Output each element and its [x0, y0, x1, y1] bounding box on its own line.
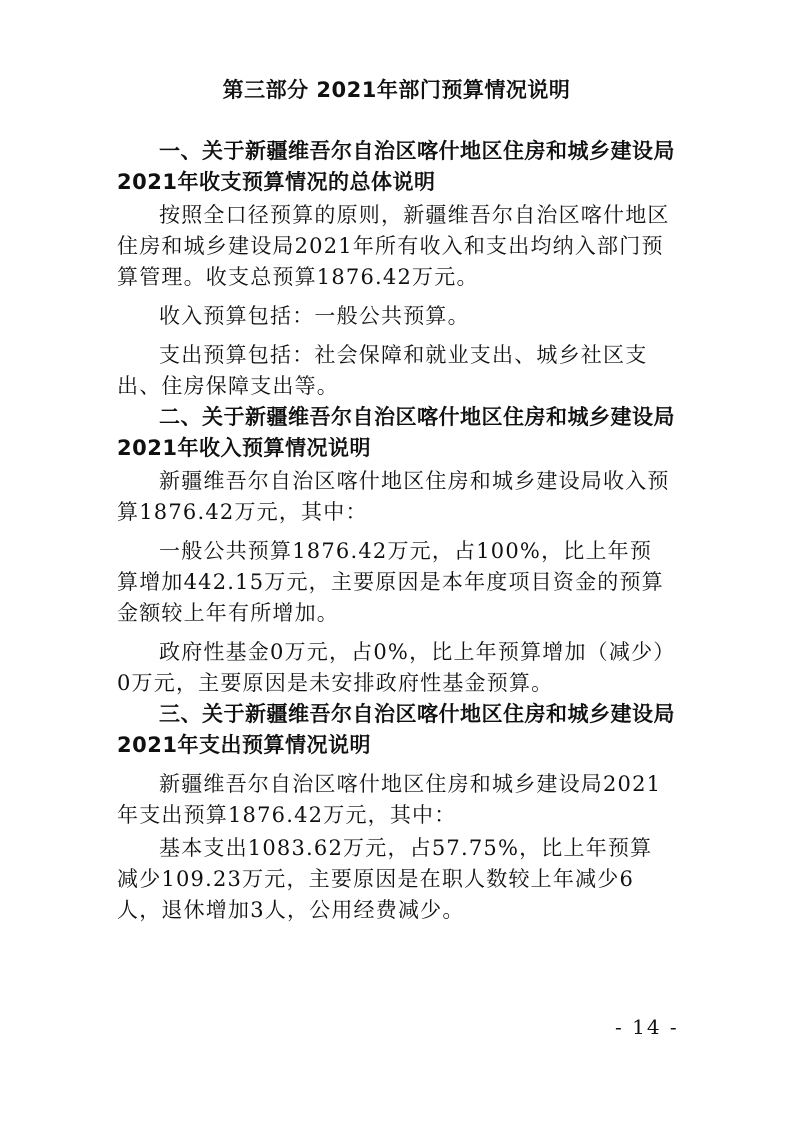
section-heading-line1: 一、关于新疆维吾尔自治区喀什地区住房和城乡建设局 — [159, 139, 675, 163]
section-heading-line1: 二、关于新疆维吾尔自治区喀什地区住房和城乡建设局 — [159, 405, 675, 429]
section-heading-overall — [117, 136, 674, 198]
paragraph: 新疆维吾尔自治区喀什地区住房和城乡建设局2021年支出预算1876.42万元，其中： — [117, 772, 662, 827]
paragraph: 基本支出1083.62万元，占57.75%，比上年预算减少109.23万元，主要原因是在职人数较上年减少6人，退休增加3人，公用经费减少。 — [117, 836, 653, 922]
section-heading-line2: 2021年支出预算情况说明 — [117, 733, 371, 757]
page-number: - 14 - — [615, 1015, 679, 1039]
section-heading-expenditure — [117, 699, 674, 761]
paragraph: 政府性基金0万元，占0%，比上年预算增加（减少）0万元，主要原因是未安排政府性基金预算。 — [117, 640, 665, 695]
paragraph: 按照全口径预算的原则，新疆维吾尔自治区喀什地区住房和城乡建设局2021年所有收入和支出均纳入部门预算管理。收支总预算1876.42万元。 — [117, 203, 670, 289]
section-heading-line1: 三、关于新疆维吾尔自治区喀什地区住房和城乡建设局 — [159, 702, 675, 726]
section-income-budget — [117, 402, 674, 699]
section-overall-budget — [117, 136, 674, 402]
paragraph: 新疆维吾尔自治区喀什地区住房和城乡建设局收入预算1876.42万元，其中： — [117, 469, 670, 524]
section-expenditure-budget — [117, 699, 674, 926]
section-heading-line2: 2021年收入预算情况说明 — [117, 436, 371, 460]
document-body — [117, 136, 674, 926]
paragraph: 支出预算包括：社会保障和就业支出、城乡社区支出、住房保障支出等。 — [117, 343, 648, 398]
paragraph: 一般公共预算1876.42万元，占100%，比上年预算增加442.15万元，主要原因是本年度项目资金的预算金额较上年有所增加。 — [117, 539, 664, 625]
section-heading-line2: 2021年收支预算情况的总体说明 — [117, 170, 436, 194]
page-title: 第三部分 2021年部门预算情况说明 — [222, 78, 571, 102]
paragraph: 收入预算包括：一般公共预算。 — [159, 304, 470, 328]
section-heading-income — [117, 402, 674, 464]
